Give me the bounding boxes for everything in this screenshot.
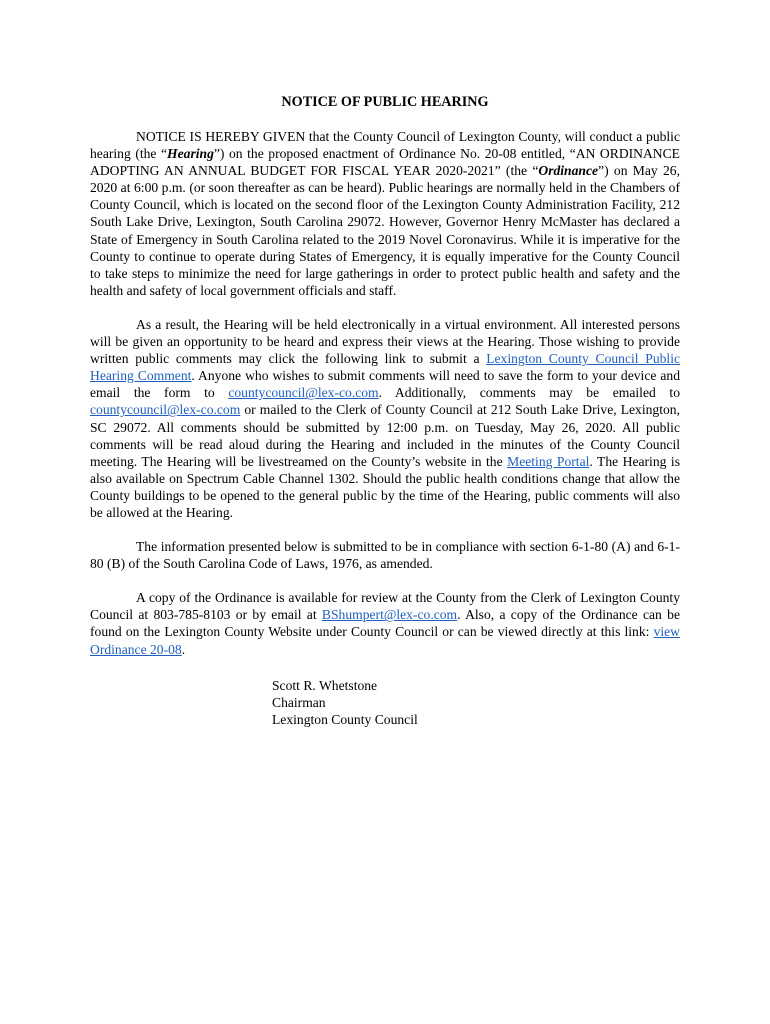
virtual-text-4: or mailed to the Clerk of County Council at 212 South Lake Drive, Lexington, SC 29072. All comments should be submitted by 12:00 p.m. on Tuesday, May 26, 2020. All public comments will be read aloud during the Hearing and included in the minutes of the County Council meeting. The Hearing will be livestreamed on the County’s website in the (90, 402, 680, 469)
council-email-link-1[interactable]: countycouncil@lex-co.com (228, 385, 379, 401)
clerk-email-link[interactable]: BShumpert@lex-co.com (321, 607, 458, 623)
notice-title: NOTICE OF PUBLIC HEARING (281, 94, 489, 110)
document-page (90, 94, 680, 728)
copy-text-3: . (181, 641, 186, 657)
signature-block (272, 677, 680, 728)
paragraph-virtual-hearing (90, 316, 680, 521)
virtual-text-5: . The Hearing is also available on Spectrum Cable Channel 1302. Should the public health conditions change that allow the County buildings to be opened to the general public by the time of the Hearing, public comments will also be allowed at the Hearing. (90, 453, 680, 520)
council-email-link-2[interactable]: countycouncil@lex-co.com (90, 402, 241, 418)
view-ordinance-link[interactable]: view Ordinance 20-08 (90, 624, 680, 657)
intro-text-1: NOTICE IS HEREBY GIVEN that the County Council of Lexington County, will conduct a public hearing (the “ (90, 129, 680, 162)
signatory-organization: Lexington County Council (272, 711, 418, 727)
paragraph-intro (90, 128, 680, 299)
virtual-text-3: . Additionally, comments may be emailed to (378, 385, 680, 401)
signatory-name: Scott R. Whetstone (272, 677, 378, 693)
copy-text-2: . Also, a copy of the Ordinance can be found on the Lexington County Website under County Council or can be viewed directly at this link: (90, 607, 680, 640)
hearing-term: Hearing (167, 146, 214, 162)
virtual-text-1: As a result, the Hearing will be held electronically in a virtual environment. All interested persons will be given an opportunity to be heard and express their views at the Hearing. Those wishing to provide written public comments may click the following link to submit a (90, 316, 680, 367)
meeting-portal-link[interactable]: Meeting Portal (507, 453, 590, 469)
intro-text-2: ”) on the proposed enactment of Ordinance No. 20-08 entitled, “AN ORDINANCE ADOPTING AN ANNUAL BUDGET FOR FISCAL YEAR 2020-2021” (the “ (90, 146, 680, 179)
paragraph-compliance: The information presented below is submitted to be in compliance with section 6-1-80 (A) and 6-1-80 (B) of the South Carolina Code of Laws, 1976, as amended. (90, 539, 680, 572)
comment-form-link[interactable]: Lexington County Council Public Hearing Comment (90, 351, 680, 384)
paragraph-ordinance-copy (90, 589, 680, 657)
intro-text-3: ”) on May 26, 2020 at 6:00 p.m. (or soon thereafter as can be heard). Public hearings are normally held in the Chambers of County Council, which is located on the second floor of the Lexington County Administration Facility, 212 South Lake Drive, Lexington, South Carolina 29072. However, Governor Henry McMaster has declared a State of Emergency in South Carolina related to the 2019 Novel Coronavirus. While it is imperative for the County to continue to operate during States of Emergency, it is equally imperative for the County Council to take steps to minimize the need for large gatherings in order to protect public health and safety and the health and safety of local government officials and staff. (90, 163, 680, 298)
virtual-text-2: . Anyone who wishes to submit comments will need to save the form to your device and email the form to (90, 368, 680, 401)
signatory-role: Chairman (272, 694, 326, 710)
copy-text-1: A copy of the Ordinance is available for review at the County from the Clerk of Lexington County Council at 803-785-8103 or by email at (90, 590, 680, 623)
ordinance-term: Ordinance (538, 163, 599, 179)
